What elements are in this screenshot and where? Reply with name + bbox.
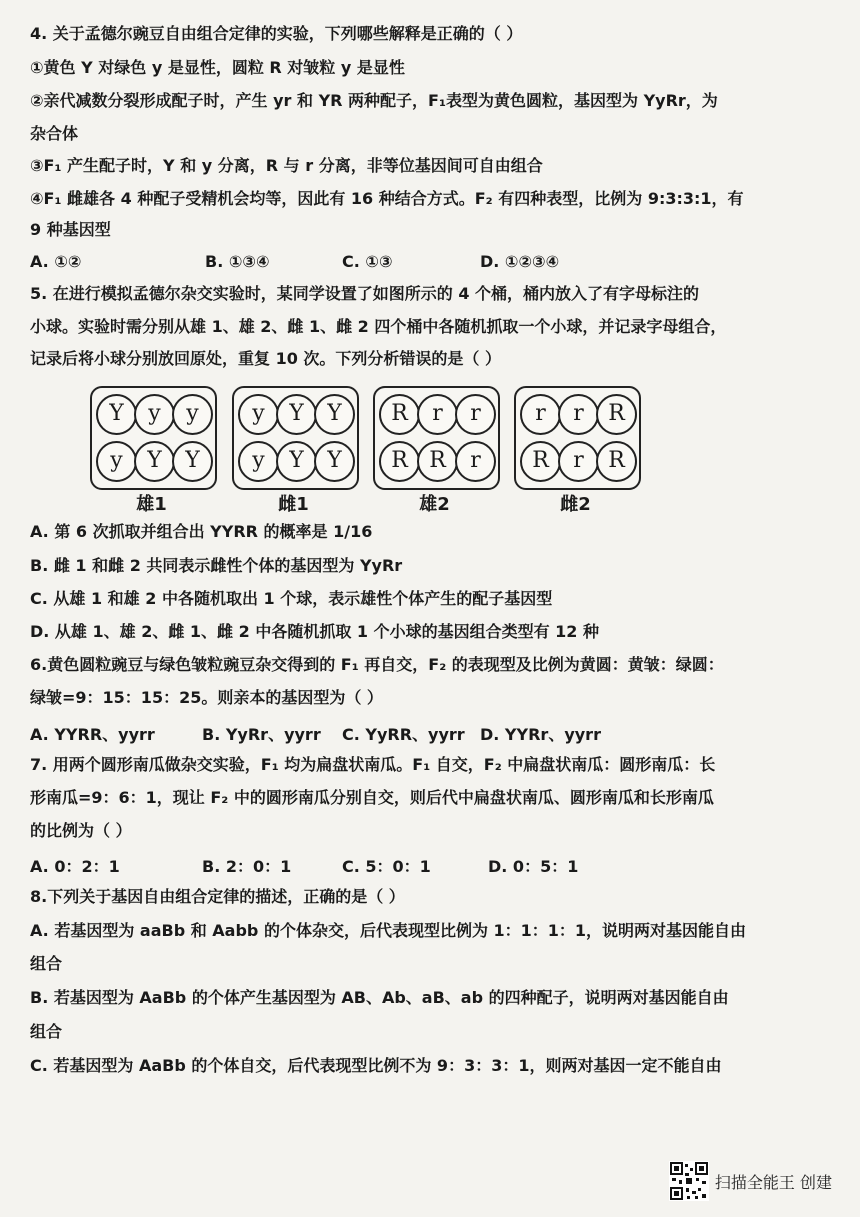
q8-option-c: C. 若基因型为 AaBb 的个体自交，后代表现型比例不为 9：3：3：1，则两对基因一定不能自由 <box>30 1056 722 1075</box>
q5-stem-line-1: 5. 在进行模拟孟德尔杂交实验时，某同学设置了如图所示的 4 个桶，桶内放入了有字母标注的 <box>30 284 700 303</box>
qr-code-icon <box>669 1161 709 1201</box>
ball: R <box>596 441 637 482</box>
q7-stem-line-2: 形南瓜=9：6：1，现让 F₂ 中的圆形南瓜分别自交，则后代中扁盘状南瓜、圆形南瓜和长形南瓜 <box>30 788 714 807</box>
q6-option-a: A. YYRR、yyrr <box>30 725 155 744</box>
ball: Y <box>276 441 317 482</box>
ball: Y <box>314 394 355 435</box>
q5-option-b: B. 雌 1 和雌 2 共同表示雌性个体的基因型为 YyRr <box>30 556 403 575</box>
q7-option-a: A. 0：2：1 <box>30 857 120 876</box>
q4-statement-4: ④F₁ 雌雄各 4 种配子受精机会均等，因此有 16 种结合方式。F₂ 有四种表型，比例为 9:3:3:1，有 <box>30 189 744 208</box>
q8-option-a: A. 若基因型为 aaBb 和 Aabb 的个体杂交，后代表现型比例为 1：1：1：1，说明两对基因能自由 <box>30 921 747 940</box>
q4-statement-3: ③F₁ 产生配子时，Y 和 y 分离，R 与 r 分离，非等位基因间可自由组合 <box>30 156 543 175</box>
ball: Y <box>134 441 175 482</box>
ball: r <box>558 441 599 482</box>
bucket-male-1 <box>90 386 217 490</box>
q6-stem-line-1: 6.黄色圆粒豌豆与绿色皱粒豌豆杂交得到的 F₁ 再自交，F₂ 的表现型及比例为黄圆：黄皱：绿圆： <box>30 655 724 674</box>
bucket-male-2 <box>373 386 500 490</box>
q7-stem-line-1: 7. 用两个圆形南瓜做杂交实验，F₁ 均为扁盘状南瓜。F₁ 自交，F₂ 中扁盘状南瓜：圆形南瓜：长 <box>30 755 716 774</box>
ball: y <box>238 441 279 482</box>
q7-options <box>30 854 830 874</box>
q7-stem-line-3: 的比例为（ ） <box>30 821 132 840</box>
ball: r <box>520 394 561 435</box>
q4-statement-2: ②亲代减数分裂形成配子时，产生 yr 和 YR 两种配子，F₁表型为黄色圆粒，基因型为 YyRr，为 <box>30 91 718 110</box>
q5-stem-line-2: 小球。实验时需分别从雄 1、雄 2、雌 1、雌 2 四个桶中各随机抓取一个小球，并记录字母组合， <box>30 317 727 336</box>
ball: Y <box>96 394 137 435</box>
ball: Y <box>172 441 213 482</box>
bucket-label: 雌2 <box>560 494 591 515</box>
q8-option-b-cont: 组合 <box>30 1022 63 1041</box>
q4-options <box>30 252 830 272</box>
q5-stem-line-3: 记录后将小球分别放回原处，重复 10 次。下列分析错误的是（ ） <box>30 349 501 368</box>
q4-option-d: D. ①②③④ <box>480 252 560 271</box>
q4-statement-2-cont: 杂合体 <box>30 124 79 143</box>
q4-option-b: B. ①③④ <box>205 252 270 271</box>
bucket-figure <box>90 386 690 516</box>
q5-option-a: A. 第 6 次抓取并组合出 YYRR 的概率是 1/16 <box>30 522 373 541</box>
q5-option-c: C. 从雄 1 和雄 2 中各随机取出 1 个球，表示雄性个体产生的配子基因型 <box>30 589 553 608</box>
scanner-app-name: 扫描全能王 创建 <box>714 1172 832 1192</box>
ball: Y <box>314 441 355 482</box>
ball: r <box>455 394 496 435</box>
ball: R <box>379 394 420 435</box>
ball: y <box>238 394 279 435</box>
ball: R <box>417 441 458 482</box>
q7-option-b: B. 2：0：1 <box>202 857 292 876</box>
ball: R <box>596 394 637 435</box>
q4-statement-4-cont: 9 种基因型 <box>30 220 111 239</box>
ball: r <box>417 394 458 435</box>
q4-option-c: C. ①③ <box>342 252 393 271</box>
ball: r <box>455 441 496 482</box>
ball: y <box>134 394 175 435</box>
ball: Y <box>276 394 317 435</box>
q8-option-b: B. 若基因型为 AaBb 的个体产生基因型为 AB、Ab、aB、ab 的四种配子，说明两对基因能自由 <box>30 988 729 1007</box>
q4-stem: 4. 关于孟德尔豌豆自由组合定律的实验，下列哪些解释是正确的（ ） <box>30 24 523 43</box>
ball: R <box>520 441 561 482</box>
bucket-label: 雄1 <box>136 494 167 515</box>
q4-option-a: A. ①② <box>30 252 82 271</box>
bucket-label: 雌1 <box>278 494 309 515</box>
ball: y <box>96 441 137 482</box>
q5-option-d: D. 从雄 1、雄 2、雌 1、雌 2 中各随机抓取 1 个小球的基因组合类型有 12 种 <box>30 622 599 641</box>
scanner-watermark <box>669 1159 832 1203</box>
q6-option-d: D. YYRr、yyrr <box>480 725 601 744</box>
bucket-label: 雄2 <box>419 494 450 515</box>
ball: y <box>172 394 213 435</box>
bucket-female-2 <box>514 386 641 490</box>
q6-options <box>30 722 830 742</box>
q7-option-c: C. 5：0：1 <box>342 857 431 876</box>
q8-stem: 8.下列关于基因自由组合定律的描述，正确的是（ ） <box>30 887 405 906</box>
q7-option-d: D. 0：5：1 <box>488 857 579 876</box>
q6-option-c: C. YyRR、yyrr <box>342 725 465 744</box>
ball: R <box>379 441 420 482</box>
q4-statement-1: ①黄色 Y 对绿色 y 是显性，圆粒 R 对皱粒 y 是显性 <box>30 58 405 77</box>
ball: r <box>558 394 599 435</box>
q6-option-b: B. YyRr、yyrr <box>202 725 321 744</box>
bucket-female-1 <box>232 386 359 490</box>
q8-option-a-cont: 组合 <box>30 954 63 973</box>
q6-stem-line-2: 绿皱=9：15：15：25。则亲本的基因型为（ ） <box>30 688 383 707</box>
